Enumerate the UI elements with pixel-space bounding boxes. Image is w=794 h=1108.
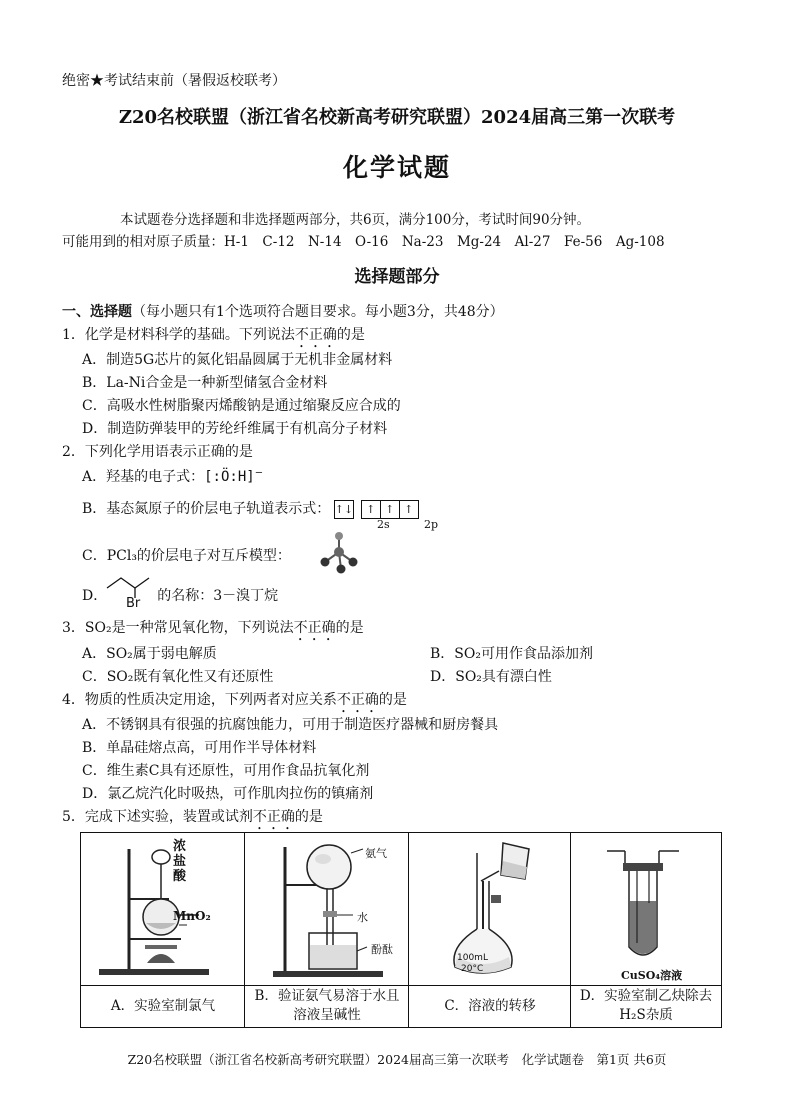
q4-option-a: A．不锈钢具有很强的抗腐蚀能力，可用于制造医疗器械和厨房餐具 [82,717,499,733]
label-volume: 100mL [457,953,488,963]
q2-d-label: D． [82,588,108,604]
q2-option-c: C．PCl₃的价层电子对互斥模型： [82,548,291,564]
hydroxyl-electron-formula: [:Ö:H] [204,469,255,485]
label-ammonia: 氨气 [365,847,387,860]
hydroxyl-charge: − [254,467,264,479]
q1-option-d: D．制造防弹装甲的芳纶纤维属于有机高分子材料 [82,421,388,437]
label-temperature: 20°C [461,964,484,974]
caption-c: C．溶液的转移 [444,997,536,1014]
label-water: 水 [357,911,368,924]
intro-line-1: 本试题卷分选择题和非选择题两部分，共6页，满分100分，考试时间90分钟。 [120,212,591,228]
q3-stem-post: 的是 [335,620,364,636]
pcl3-vsepr-model-icon [318,530,360,574]
q5-stem-emphasis: 不正确 [252,809,295,825]
exam-union-title: Z20名校联盟（浙江省名校新高考研究联盟）2024届高三第一次联考 [118,107,676,128]
orbital-2p-label: 2p [424,518,439,531]
q4-stem-post: 的是 [378,692,407,708]
q5-stem-post: 的是 [294,809,323,825]
label-mno2: MnO₂ [173,909,211,923]
section-instruction [62,301,504,321]
label-phenolphthalein: 酚酞 [371,943,393,956]
orbital-2s [335,500,354,519]
q3-option-d: D．SO₂具有漂白性 [430,669,552,685]
q5-stem-pre: 5．完成下述实验，装置或试剂 [62,809,253,825]
q4-stem-pre: 4．物质的性质决定用途，下列两者对应关系 [62,692,337,708]
orbital-box: ↑ [399,500,419,519]
instruction-head: 一、选择题 [62,304,132,320]
q1-option-a: A．制造5G芯片的氮化铝晶圆属于无机非金属材料 [82,352,393,368]
q2-stem: 2．下列化学用语表示正确的是 [62,444,253,460]
q2-a-label: A．羟基的电子式： [82,469,205,485]
q1-stem-post: 的是 [336,327,365,343]
q2-option-a [82,466,263,486]
q2-b-label: B．基态氮原子的价层电子轨道表示式： [82,501,331,517]
q3-stem-emphasis: 不正确 [293,620,336,636]
q3-option-b: B．SO₂可用作食品添加剂 [430,646,593,662]
q3-stem-pre: 3．SO₂是一种常见氧化物，下列说法 [62,620,294,636]
q2-option-b [82,498,427,519]
caption-d: D．实验室制乙炔除去H₂S杂质 [579,988,713,1023]
q4-option-b: B．单晶硅熔点高，可用作半导体材料 [82,740,317,756]
orbital-2s-label: 2s [377,518,390,531]
q3-option-a: A．SO₂属于弱电解质 [82,646,217,662]
q1-option-c: C．高吸水性树脂聚丙烯酸钠是通过缩聚反应合成的 [82,398,401,414]
q1-stem-pre: 1．化学是材料科学的基础。下列说法 [62,327,295,343]
q3-stem [62,617,364,644]
orbital-box: ↑↓ [334,500,354,519]
q1-stem [62,324,365,351]
q1-stem-emphasis: 不正确 [294,327,337,343]
q4-stem [62,689,407,716]
orbital-box: ↑ [361,500,381,519]
page-footer: Z20名校联盟（浙江省名校新高考研究联盟）2024届高三第一次联考 化学试题卷 第1页 共6页 [127,1052,667,1067]
gas-washing-figure [601,839,701,967]
caption-b: B．验证氨气易溶于水且溶液呈碱性 [254,988,400,1023]
caption-a: A．实验室制氯气 [110,997,216,1014]
confidential-line: 绝密★考试结束前（暑假返校联考） [62,73,286,89]
label-conc-hcl: 浓盐酸 [173,839,187,884]
subject-title: 化学试题 [342,153,451,182]
instruction-body: （每小题只有1个选项符合题目要求。每小题3分，共48分） [132,304,504,320]
orbital-2p [362,500,419,519]
atomic-mass-line: 可能用到的相对原子质量：H-1 C-12 N-14 O-16 Na-23 Mg-24 Al-27 Fe-56 Ag-108 [62,234,665,250]
q1-option-b: B．La-Ni合金是一种新型储氢合金材料 [82,375,328,391]
apparatus-table [80,832,722,1028]
q4-option-c: C．维生素C具有还原性，可用作食品抗氧化剂 [82,763,370,779]
bromine-label: Br [126,596,141,611]
label-cuso4: CuSO₄溶液 [621,969,683,982]
section-title: 选择题部分 [354,267,440,287]
q2-d-name: 的名称：3－溴丁烷 [157,588,279,604]
q4-option-d: D．氯乙烷汽化时吸热，可作肌肉拉伤的镇痛剂 [82,786,374,802]
orbital-box: ↑ [380,500,400,519]
q4-stem-emphasis: 不正确 [336,692,379,708]
chlorine-generator-figure [91,839,241,983]
q3-option-c: C．SO₂既有氧化性又有还原性 [82,669,274,685]
q5-stem [62,806,323,833]
